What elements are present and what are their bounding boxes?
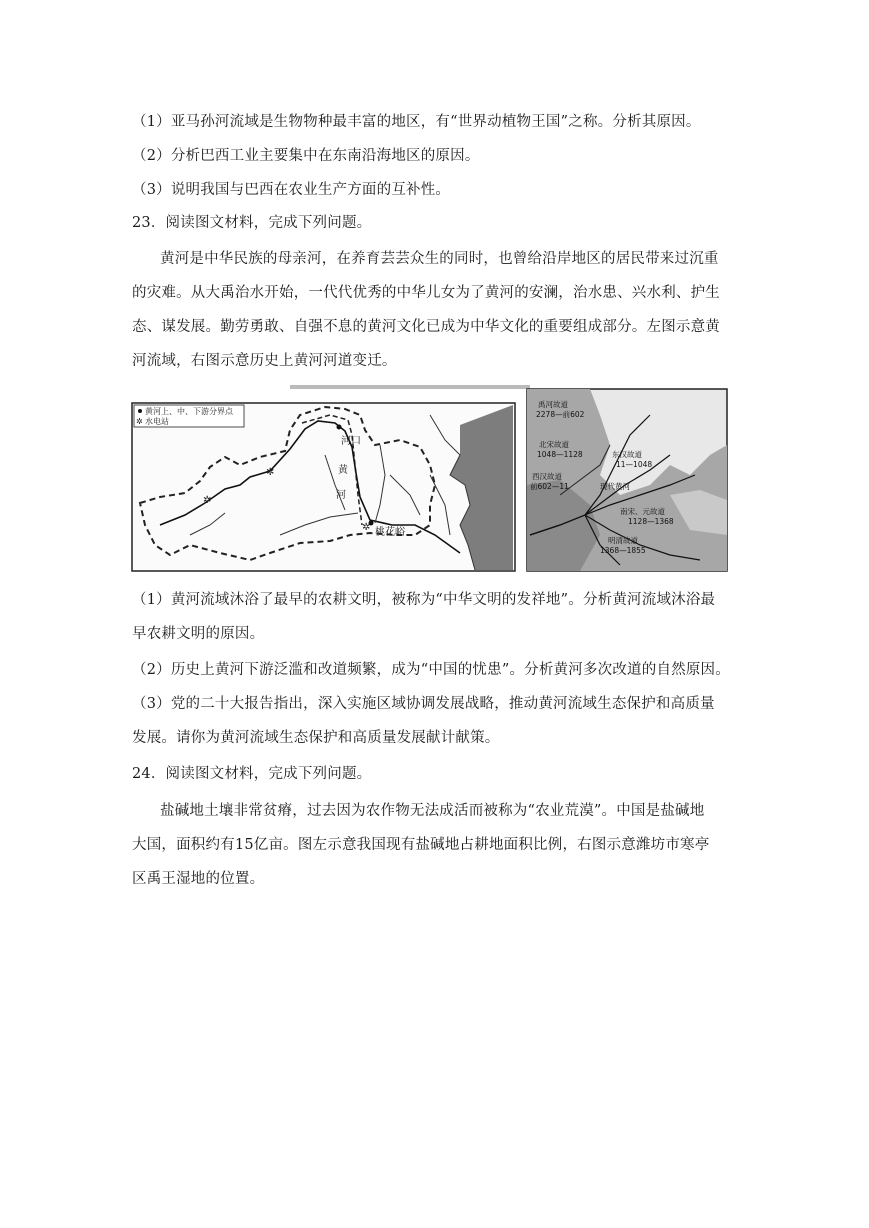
label-huang: 黄 bbox=[338, 465, 348, 476]
label-nansong-course: 南宋、元故道 bbox=[620, 507, 665, 516]
yellow-river-basin-map bbox=[132, 403, 515, 571]
q24-material-line2: 大国，面积约有15亿亩。图左示意我国现有盐碱地占耕地面积比例，右图示意潍坊市寒亭 bbox=[132, 837, 710, 853]
label-modern-river: 现代黄河 bbox=[600, 482, 630, 491]
label-yu-course: 禹河故道 bbox=[538, 400, 568, 409]
q23-material-line4: 河流域，右图示意历史上黄河河道变迁。 bbox=[132, 353, 397, 369]
q24-title: 24．阅读图文材料，完成下列问题。 bbox=[132, 766, 372, 782]
label-beisong-years: 1048—1128 bbox=[537, 450, 583, 459]
q23-sub1-line1: （1）黄河流域沐浴了最早的农耕文明，被称为“中华文明的发祥地”。分析黄河流域沐浴最 bbox=[132, 592, 716, 608]
hydropower-station-icon: ✲ bbox=[136, 417, 143, 426]
label-beisong-course: 北宋故道 bbox=[539, 440, 569, 449]
label-yu-years: 2278—前602 bbox=[536, 410, 585, 419]
label-xihan-course: 西汉故道 bbox=[532, 472, 562, 481]
q24-material-line1: 盐碱地土壤非常贫瘠，过去因为农作物无法成活而被称为“农业荒漠”。中国是盐碱地 bbox=[160, 803, 705, 819]
label-mingqing-years: 1368—1855 bbox=[600, 546, 646, 555]
label-mingqing-course: 明清故道 bbox=[608, 536, 638, 545]
q23-sub3-line2: 发展。请你为黄河流域生态保护和高质量发展献计献策。 bbox=[132, 730, 500, 746]
q23-title: 23．阅读图文材料，完成下列问题。 bbox=[132, 215, 372, 231]
label-donghan-course: 东汉故道 bbox=[612, 450, 642, 459]
q22-sub2: （2）分析巴西工业主要集中在东南沿海地区的原因。 bbox=[132, 148, 480, 164]
yellow-river-course-changes-map bbox=[527, 389, 727, 571]
q23-material-line2: 的灾难。从大禹治水开始，一代代优秀的中华儿女为了黄河的安澜，治水患、兴水利、护生 bbox=[132, 285, 720, 301]
boundary-point-icon bbox=[138, 409, 142, 413]
hydropower-station-icon: ✲ bbox=[266, 467, 275, 478]
q22-sub1: （1）亚马孙河流域是生物物种最丰富的地区，有“世界动植物王国”之称。分析其原因。 bbox=[132, 114, 701, 130]
q23-sub2: （2）历史上黄河下游泛滥和改道频繁，成为“中国的忧患”。分析黄河多次改道的自然原因。 bbox=[132, 662, 730, 678]
q23-material-line1: 黄河是中华民族的母亲河，在养育芸芸众生的同时，也曾给沿岸地区的居民带来过沉重 bbox=[160, 251, 719, 267]
q23-sub3-line1: （3）党的二十大报告指出，深入实施区域协调发展战略，推动黄河流域生态保护和高质量 bbox=[132, 696, 715, 712]
q23-material-line3: 态、谋发展。勤劳勇敢、自强不息的黄河文化已成为中华文化的重要组成部分。左图示意黄 bbox=[132, 319, 720, 335]
hydropower-station-icon: ✲ bbox=[203, 495, 212, 506]
label-nansong-years: 1128—1368 bbox=[628, 517, 674, 526]
yellow-river-maps-figure bbox=[130, 385, 730, 573]
label-xihan-years: 前602—11 bbox=[530, 482, 569, 491]
label-taohuayu: 桃花峪 bbox=[375, 527, 405, 538]
q22-sub3: （3）说明我国与巴西在农业生产方面的互补性。 bbox=[132, 182, 451, 198]
label-hekou: 河口 bbox=[341, 436, 361, 447]
q24-material-line3: 区禹王湿地的位置。 bbox=[132, 871, 265, 887]
hydropower-station-icon: ✲ bbox=[362, 522, 371, 533]
q23-sub1-line2: 早农耕文明的原因。 bbox=[132, 626, 265, 642]
label-donghan-years: 11—1048 bbox=[616, 460, 653, 469]
hekou-point-icon bbox=[337, 425, 342, 430]
legend-boundary-label: 黄河上、中、下游分界点 bbox=[145, 407, 233, 416]
legend-station-label: 水电站 bbox=[145, 417, 169, 426]
label-he: 河 bbox=[336, 490, 346, 501]
